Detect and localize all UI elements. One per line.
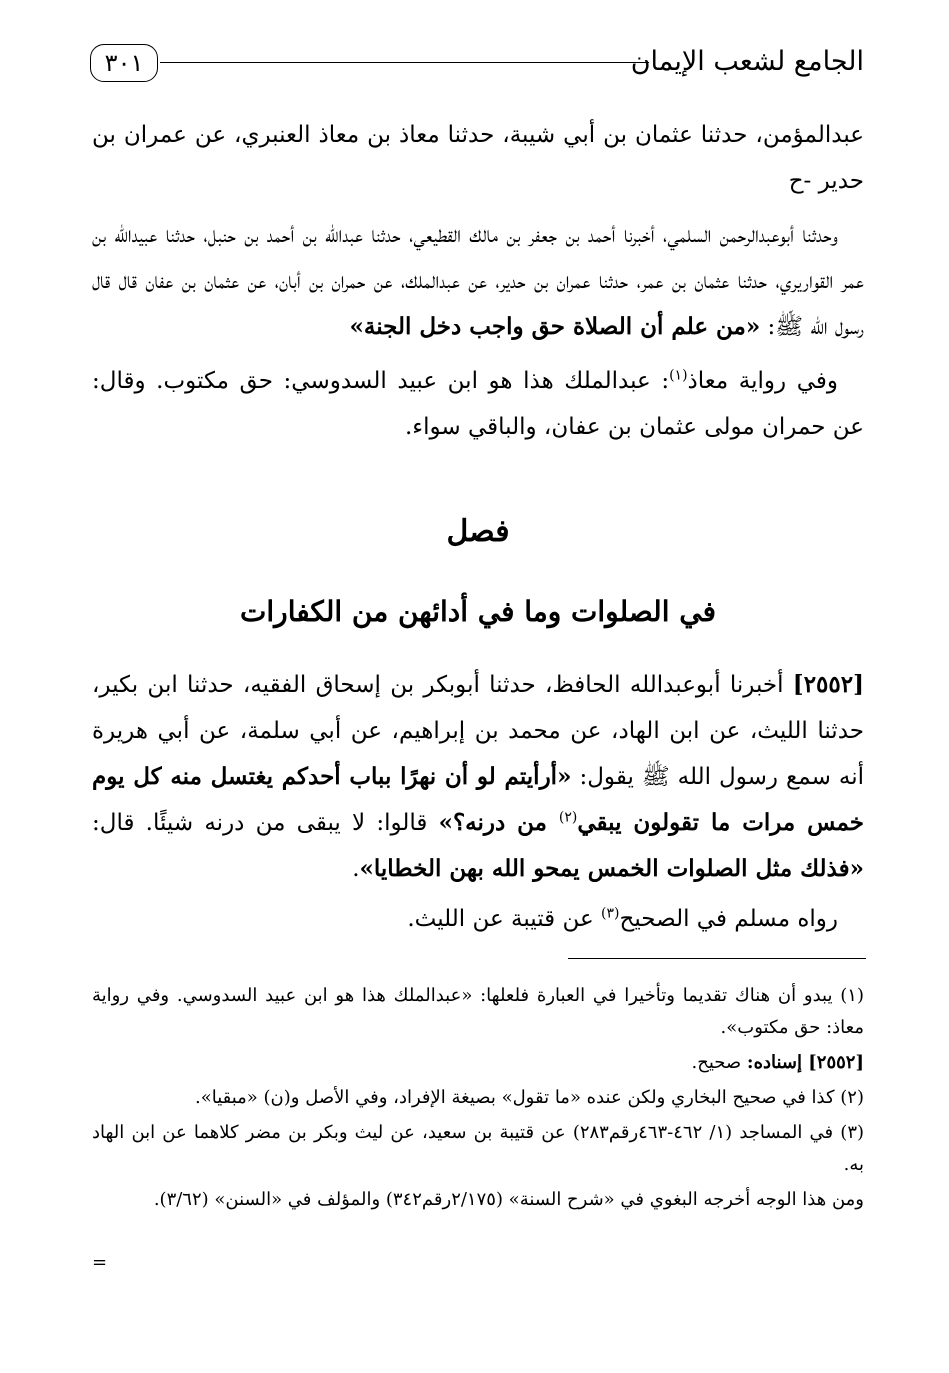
isnad-text: أخبرنا أبوعبدالله الحافظ، حدثنا أبوبكر بن إسحاق الفقيه، حدثنا ابن بكير، حدثنا الليث، عن ابن الهاد، عن محمد بن إبراهيم، عن أبي سلمة، عن أبي هريرة أنه سمع رسول الله ﷺ يقول: xyxy=(92,672,865,790)
footnote-3: (٣) في المساجد (١/ ٤٦٢-٤٦٣رقم٢٨٣) عن قتيبة بن سعيد، عن ليث وبكر بن مضر كلاهما عن ابن الهاد به. xyxy=(92,1122,865,1175)
header-rule xyxy=(160,62,649,63)
footnote-3-continued: ومن هذا الوجه أخرجه البغوي في «شرح السنة» (٢/١٧٥رقم٣٤٢) والمؤلف في «السنن» (٣/٦٢). xyxy=(153,1189,864,1210)
riwaya-text-b: : عبدالملك هذا هو ابن عبيد السدوسي: حق مكتوب. وقال: عن حمران مولى عثمان بن عفان، والباقي سواء. xyxy=(92,368,864,440)
hadith-quote-1-end: من درنه؟» xyxy=(438,809,559,836)
page-header xyxy=(90,40,864,92)
hadith-quote-1: «أرأيتم لو أن نهرًا بباب أحدكم يغتسل منه كل يوم خمس مرات ما تقولون يبقي xyxy=(92,763,864,836)
reply-text: قالوا: لا يبقى من درنه شيئًا. قال: xyxy=(92,810,439,836)
footnote-separator xyxy=(568,958,866,959)
hadith-number: [٢٥٥٢] xyxy=(792,671,864,698)
footnotes xyxy=(92,980,864,1219)
hadith-quote-2: «فذلك مثل الصلوات الخمس يمحو الله بهن الخطايا» xyxy=(359,855,864,882)
hadith-quote: «من علم أن الصلاة حق واجب دخل الجنة» xyxy=(349,313,761,340)
footnote-isnad xyxy=(92,1047,864,1079)
paragraph-isnad-1: عبدالمؤمن، حدثنا عثمان بن أبي شيبة، حدثنا معاذ بن معاذ العنبري، عن عمران بن حدير -ح xyxy=(92,122,864,194)
running-title: الجامع لشعب الإيمان xyxy=(630,46,864,77)
takhrij-text-b: عن قتيبة عن الليث. xyxy=(407,906,602,932)
isnad-label: [٢٥٥٢] إسناده: xyxy=(746,1052,864,1073)
paragraph-riwaya xyxy=(92,358,864,450)
footnote-ref-1[interactable]: (١) xyxy=(669,367,688,384)
paragraph-isnad-2 xyxy=(92,212,864,350)
paragraph-takhrij xyxy=(92,896,864,942)
isnad-value: صحيح. xyxy=(691,1052,747,1073)
section-subtitle: في الصلوات وما في أدائهن من الكفارات xyxy=(240,595,716,628)
main-text-block-1 xyxy=(92,112,864,450)
period: . xyxy=(352,856,360,882)
footnote-ref-3[interactable]: (٣) xyxy=(601,905,620,922)
main-text-block-2 xyxy=(92,662,864,942)
takhrij-text-a: رواه مسلم في الصحيح xyxy=(619,906,838,932)
section-title: فصل xyxy=(446,514,510,549)
continuation-mark: = xyxy=(92,1252,108,1273)
page-number: ٣٠١ xyxy=(90,44,158,82)
riwaya-text-a: وفي رواية معاذ xyxy=(687,368,838,394)
isnad-text: وحدثنا أبوعبدالرحمن السلمي، أخبرنا أحمد بن جعفر بن مالك القطيعي، حدثنا عبدالله بن أحمد بن حنبل، حدثنا عبيدالله بن عمر القواريري، حدثنا عثمان بن عمر، حدثنا عمران بن حدير، عن عبدالملك، عن حمران بن أبان، عن عثمان بن عفان قال قال رسول الله ﷺ: xyxy=(92,222,864,340)
footnote-1: (١) يبدو أن هناك تقديما وتأخيرا في العبارة فلعلها: «عبدالملك هذا هو ابن عبيد السدوسي. وفي رواية معاذ: حق مكتوب». xyxy=(92,985,864,1038)
footnote-ref-2[interactable]: (٢) xyxy=(558,809,578,826)
paragraph-hadith-2552 xyxy=(92,662,864,892)
footnote-2: (٢) كذا في صحيح البخاري ولكن عنده «ما تقول» بصيغة الإفراد، وفي الأصل و(ن) «مبقيا». xyxy=(194,1087,864,1108)
